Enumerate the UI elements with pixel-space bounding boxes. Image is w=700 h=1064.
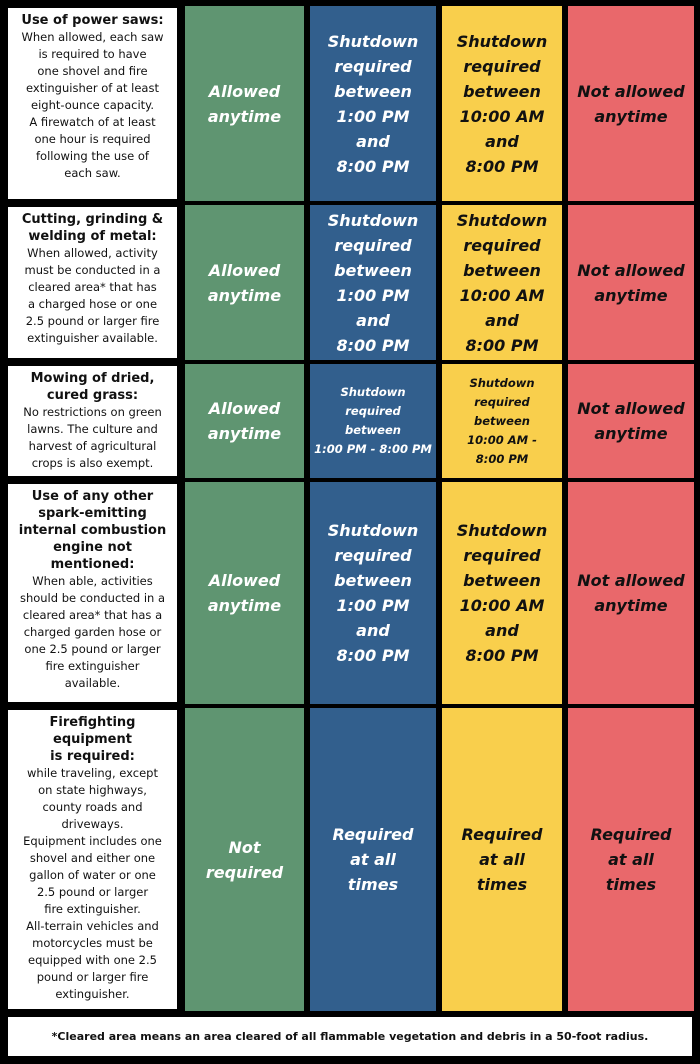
cell-yellow-metal-work: Shutdown required between 10:00 AM and 8:00 PM [442, 205, 562, 360]
restrictions-table [6, 6, 694, 1007]
cell-green-other-engines: Allowed anytime [185, 482, 304, 704]
row-body: while traveling, except on state highways, county roads and driveways. Equipment includes one shovel and either one gallon of water or one 2.5 pound or larger fire extinguisher. All-terrain vehicles and motorcycles must be equipped with one 2.5 pound or larger fire extinguisher. [23, 766, 162, 1001]
cell-yellow-firefighting-equipment: Required at all times [442, 708, 562, 1011]
cell-green-mowing: Allowed anytime [185, 364, 304, 478]
cell-yellow-power-saws: Shutdown required between 10:00 AM and 8:00 PM [442, 6, 562, 201]
row-description-other-engines [6, 482, 179, 704]
row-description-mowing [6, 364, 179, 478]
cell-blue-power-saws: Shutdown required between 1:00 PM and 8:00 PM [310, 6, 436, 201]
cell-red-other-engines: Not allowed anytime [568, 482, 694, 704]
cell-green-metal-work: Allowed anytime [185, 205, 304, 360]
row-title: Firefighting equipment is required: [49, 715, 136, 764]
cell-yellow-other-engines: Shutdown required between 10:00 AM and 8:00 PM [442, 482, 562, 704]
row-title: Use of any other spark-emitting internal combustion engine not mentioned: [18, 489, 167, 572]
cell-blue-mowing: Shutdown required between 1:00 PM - 8:00 PM [310, 364, 436, 478]
cell-red-mowing: Not allowed anytime [568, 364, 694, 478]
cell-yellow-mowing: Shutdown required between 10:00 AM - 8:00 PM [442, 364, 562, 478]
cell-green-firefighting-equipment: Not required [185, 708, 304, 1011]
cell-red-power-saws: Not allowed anytime [568, 6, 694, 201]
cell-green-power-saws: Allowed anytime [185, 6, 304, 201]
cell-red-metal-work: Not allowed anytime [568, 205, 694, 360]
row-description-metal-work [6, 205, 179, 360]
row-title: Cutting, grinding & welding of metal: [21, 212, 164, 244]
footnote: *Cleared area means an area cleared of all flammable vegetation and debris in a 50-foot radius. [6, 1015, 694, 1058]
row-title: Use of power saws: [21, 13, 164, 28]
row-body: No restrictions on green lawns. The culture and harvest of agricultural crops is also exempt. [23, 405, 162, 470]
row-description-power-saws [6, 6, 179, 201]
row-body: When able, activities should be conducted in a cleared area* that has a charged garden hose or one 2.5 pound or larger fire extinguisher available. [19, 574, 166, 690]
row-body: When allowed, activity must be conducted in a cleared area* that has a charged hose or one 2.5 pound or larger fire extinguisher available. [24, 246, 161, 345]
row-body: When allowed, each saw is required to have one shovel and fire extinguisher of at least eight-ounce capacity. A firewatch of at least one hour is required following the use of each saw. [21, 30, 164, 180]
cell-blue-other-engines: Shutdown required between 1:00 PM and 8:00 PM [310, 482, 436, 704]
row-title: Mowing of dried, cured grass: [30, 371, 155, 403]
cell-blue-firefighting-equipment: Required at all times [310, 708, 436, 1011]
cell-red-firefighting-equipment: Required at all times [568, 708, 694, 1011]
cell-blue-metal-work: Shutdown required between 1:00 PM and 8:00 PM [310, 205, 436, 360]
row-description-firefighting-equipment [6, 708, 179, 1011]
